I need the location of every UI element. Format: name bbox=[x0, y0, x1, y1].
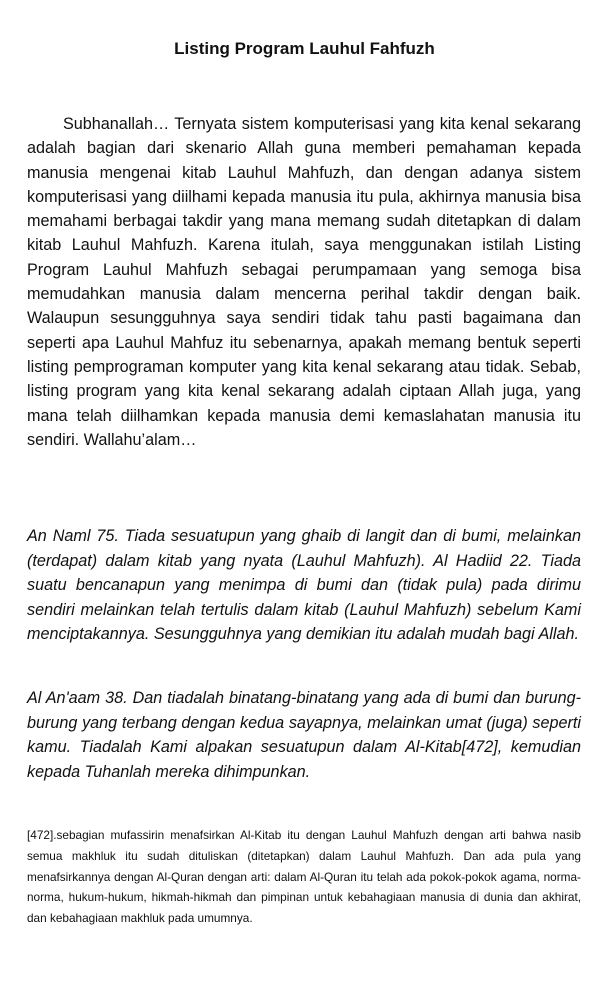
quote-paragraph-al-anaam: Al An'aam 38. Dan tiadalah binatang-binatang yang ada di bumi dan burung-burung yang terbang dengan kedua sayapnya, melainkan umat (juga) seperti kamu. Tiadalah Kami alpakan sesuatupun dalam Al-Kitab[472], kemudian kepada Tuhanlah mereka dihimpunkan. bbox=[27, 689, 581, 781]
footnote-472: [472].sebagian mufassirin menafsirkan Al-Kitab itu dengan Lauhul Mahfuzh dengan arti bahwa nasib semua makhluk itu sudah dituliskan (ditetapkan) dalam Lauhul Mahfuzh. Dan ada pula yang menafsirkannya dengan Al-Quran dengan arti: dalam Al-Quran itu telah ada pokok-pokok agama, norma-norma, hukum-hukum, hikmah-hikmah dan pimpinan untuk kebahagiaan manusia di dunia dan akhirat, dan kebahagiaan makhluk pada umumnya. bbox=[27, 828, 581, 926]
page-title: Listing Program Lauhul Fahfuzh bbox=[174, 39, 435, 58]
body-paragraph-intro: Subhanallah… Ternyata sistem komputerisasi yang kita kenal sekarang adalah bagian dari skenario Allah guna memberi pemahaman kepada manusia mengenai kitab Lauhul Mahfuzh, dan dengan adanya sistem komputerisasi yang diilhami kepada manusia itu pula, akhirnya manusia bisa memahami berbagai takdir yang mana memang sudah ditetapkan di dalam kitab Lauhul Mahfuzh. Karena itulah, saya menggunakan istilah Listing Program Lauhul Mahfuzh sebagai perumpamaan yang semoga bisa memudahkan manusia dalam mencerna perihal takdir dengan baik. Walaupun sesungguhnya saya sendiri tidak tahu pasti bagaimana dan seperti apa Lauhul Mahfuz itu sebenarnya, apakah memang bentuk seperti listing pemprograman komputer yang kita kenal sekarang atau tidak. Sebab, listing program yang kita kenal sekarang adalah ciptaan Allah juga, yang mana telah diilhamkan kepada manusia demi kemaslahatan manusia itu sendiri. Wallahu’alam… bbox=[27, 115, 581, 449]
quote-paragraph-an-naml-al-hadiid: An Naml 75. Tiada sesuatupun yang ghaib di langit dan di bumi, melainkan (terdapat) dalam kitab yang nyata (Lauhul Mahfuzh). Al Hadiid 22. Tiada suatu bencanapun yang menimpa di bumi dan (tidak pula) pada dirimu sendiri melainkan telah tertulis dalam kitab (Lauhul Mahfuzh) sebelum Kami menciptakannya. Sesungguhnya yang demikian itu adalah mudah bagi Allah. bbox=[27, 527, 581, 643]
